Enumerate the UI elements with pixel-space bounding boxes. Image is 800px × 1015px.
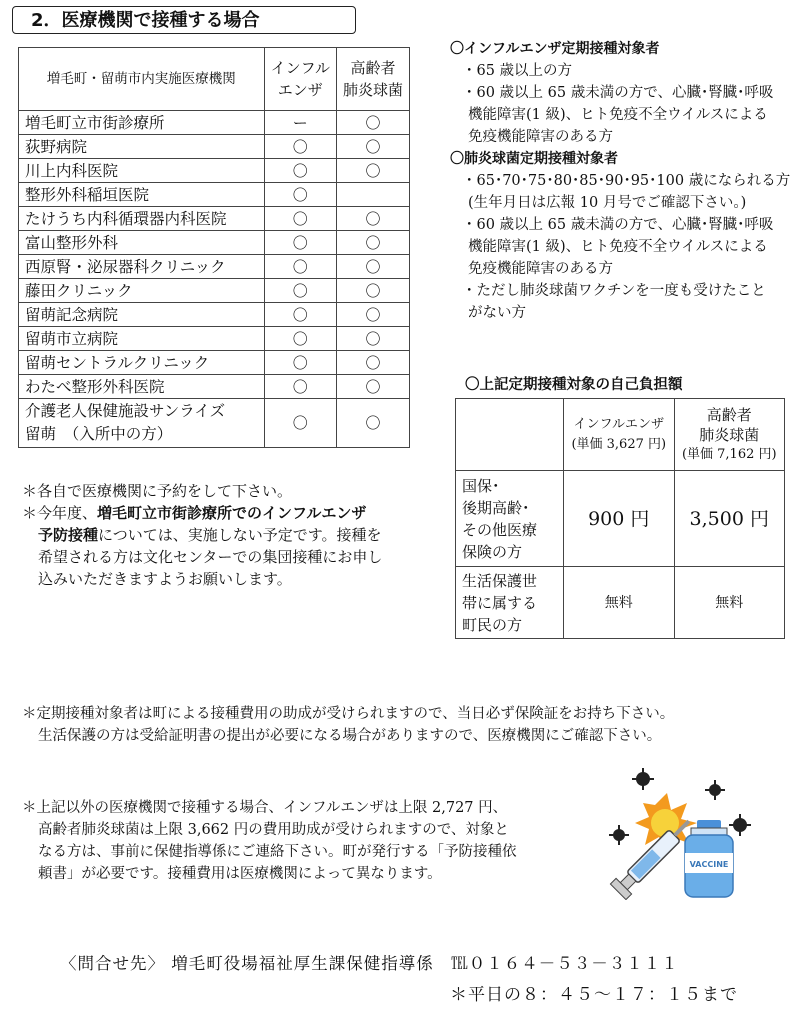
fee-table — [455, 398, 785, 639]
note-bold-text: 予防接種 — [38, 526, 99, 544]
flu-header-line2: エンザ — [277, 81, 323, 99]
table-row — [456, 399, 785, 471]
table-row — [19, 231, 410, 255]
table-row — [19, 159, 410, 183]
flu-mark: ー — [264, 111, 336, 135]
clinic-name: 藤田クリニック — [19, 279, 265, 303]
flu-mark: 〇 — [264, 375, 336, 399]
clinic-name: 整形外科稲垣医院 — [19, 183, 265, 207]
left-notes — [22, 480, 442, 590]
note-line: ＊定期接種対象者は町による接種費用の助成が受けられますので、当日必ず保険証をお持ち下さい。 — [22, 706, 675, 722]
flu-mark: 〇 — [264, 351, 336, 375]
flu-mark: 〇 — [264, 159, 336, 183]
pneumococcal-header — [336, 48, 409, 111]
pneu-mark: 〇 — [336, 231, 409, 255]
flu-mark: 〇 — [264, 279, 336, 303]
section-title: 2．医療機関で接種する場合 — [12, 6, 356, 34]
vaccine-illustration — [605, 765, 765, 900]
table-row — [19, 351, 410, 375]
fee-flu-welfare: 無料 — [564, 567, 675, 639]
pneu-mark: 〇 — [336, 375, 409, 399]
pneu-mark: 〇 — [336, 111, 409, 135]
note-flu-clinic-line1 — [22, 502, 442, 524]
clinic-name-line1: 介護老人保健施設サンライズ — [25, 402, 226, 420]
table-row — [19, 135, 410, 159]
clinic-name: 留萌市立病院 — [19, 327, 265, 351]
table-row — [456, 471, 785, 567]
flu-mark: 〇 — [264, 135, 336, 159]
table-row — [19, 375, 410, 399]
clinic-name: 留萌記念病院 — [19, 303, 265, 327]
flu-target-item-cont: 免疫機能障害のある方 — [468, 129, 613, 145]
fee-pneu-welfare: 無料 — [674, 567, 785, 639]
fee-row-label-line: 国保･ — [462, 476, 500, 495]
fee-row-label-line: 生活保護世 — [462, 571, 538, 590]
clinic-name: 増毛町立市街診療所 — [19, 111, 265, 135]
flu-target-item: ・65 歳以上の方 — [462, 63, 573, 79]
pneu-target-heading: 〇肺炎球菌定期接種対象者 — [450, 151, 618, 167]
fee-row-label-line: 町民の方 — [462, 615, 523, 634]
fee-corner — [456, 399, 564, 471]
table-row — [19, 279, 410, 303]
pneu-header-line2: 肺炎球菌 — [342, 81, 403, 99]
clinic-name: わたべ整形外科医院 — [19, 375, 265, 399]
flu-target-heading: 〇インフルエンザ定期接種対象者 — [450, 41, 660, 57]
fee-pneu-unit-price: (単価 7,162 円) — [681, 446, 777, 462]
target-info — [450, 38, 795, 324]
fee-pneu-header — [674, 399, 785, 471]
flu-mark: 〇 — [264, 207, 336, 231]
pneu-target-item-cont: 免疫機能障害のある方 — [468, 261, 613, 277]
note-text: ＊今年度、 — [22, 504, 98, 522]
note-bold-text: 増毛町立市街診療所でのインフルエンザ — [97, 504, 367, 522]
vaccine-label: VACCINE — [689, 860, 729, 869]
fee-pneu-label-1: 高齢者 — [706, 405, 752, 424]
note-flu-clinic-line4: 込みいただきますようお願いします。 — [38, 570, 292, 588]
note-reservation: ＊各自で医療機関に予約をして下さい。 — [22, 482, 293, 500]
fee-row-label — [456, 567, 564, 639]
pneu-target-item-cont: 機能障害(1 級)、ヒト免疫不全ウイルスによる — [468, 239, 768, 255]
clinic-name: 川上内科医院 — [19, 159, 265, 183]
table-row — [19, 399, 410, 448]
fee-row-label — [456, 471, 564, 567]
clinic-name: 富山整形外科 — [19, 231, 265, 255]
table-row — [19, 111, 410, 135]
note-flu-clinic-line3: 希望される方は文化センターでの集団接種にお申し — [38, 548, 383, 566]
note-other-clinics — [22, 797, 607, 885]
pneu-mark — [336, 183, 409, 207]
note-line: ＊上記以外の医療機関で接種する場合、インフルエンザは上限 2,727 円、 — [22, 800, 508, 816]
office-hours: ＊平日の８：４５～１７：１５まで — [450, 985, 738, 1005]
note-insurance — [22, 703, 792, 747]
flu-target-item-cont: 機能障害(1 級)、ヒト免疫不全ウイルスによる — [468, 107, 768, 123]
table-row — [456, 567, 785, 639]
pneu-mark: 〇 — [336, 327, 409, 351]
note-text: については、実施しない予定です。接種を — [98, 526, 382, 544]
flu-header-line1: インフル — [270, 59, 330, 77]
clinic-table — [18, 47, 410, 448]
clinic-name: 西原腎・泌尿器科クリニック — [19, 255, 265, 279]
fee-pneu-insured: 3,500 円 — [674, 471, 785, 567]
pneu-mark: 〇 — [336, 303, 409, 327]
pneu-mark: 〇 — [336, 351, 409, 375]
table-row — [19, 183, 410, 207]
note-line: なる方は、事前に保健指導係にご連絡下さい。町が発行する「予防接種依 — [38, 844, 517, 860]
fee-row-label-line: 帯に属する — [462, 593, 538, 612]
pneu-target-item: ・ただし肺炎球菌ワクチンを一度も受けたこと — [462, 283, 766, 299]
note-flu-clinic-line2 — [22, 524, 442, 546]
pneu-mark: 〇 — [336, 207, 409, 231]
clinic-name-line2: 留萌 （入所中の方） — [25, 425, 173, 443]
table-row — [19, 255, 410, 279]
flu-target-item: ・60 歳以上 65 歳未満の方で、心臓･腎臓･呼吸 — [462, 85, 774, 101]
clinic-name — [19, 399, 265, 448]
pneu-mark: 〇 — [336, 135, 409, 159]
pneu-target-item-cont: (生年月日は広報 10 月号でご確認下さい。) — [468, 195, 747, 211]
fee-row-label-line: 後期高齢･ — [462, 498, 530, 517]
contact-info: 〈問合せ先〉 増毛町役場福祉厚生課保健指導係 ℡０１６４－５３－３１１１ — [60, 954, 679, 973]
flu-header — [264, 48, 336, 111]
pneu-target-item: ・60 歳以上 65 歳未満の方で、心臓･腎臓･呼吸 — [462, 217, 774, 233]
flu-mark: 〇 — [264, 399, 336, 448]
flu-mark: 〇 — [264, 231, 336, 255]
fee-pneu-label-2: 肺炎球菌 — [699, 425, 760, 444]
pneu-target-item: ・65･70･75･80･85･90･95･100 歳になられる方 — [462, 173, 791, 189]
pneu-mark: 〇 — [336, 399, 409, 448]
note-line: 高齢者肺炎球菌は上限 3,662 円の費用助成が受けられますので、対象と — [38, 822, 509, 838]
flu-mark: 〇 — [264, 303, 336, 327]
pneu-mark: 〇 — [336, 255, 409, 279]
fee-flu-label: インフルエンザ — [573, 416, 664, 432]
clinic-name: 荻野病院 — [19, 135, 265, 159]
clinic-name: たけうち内科循環器内科医院 — [19, 207, 265, 231]
pneu-mark: 〇 — [336, 159, 409, 183]
flu-mark: 〇 — [264, 183, 336, 207]
clinic-name-header: 増毛町・留萌市内実施医療機関 — [19, 48, 265, 111]
flu-mark: 〇 — [264, 327, 336, 351]
pneu-mark: 〇 — [336, 279, 409, 303]
fee-flu-header — [564, 399, 675, 471]
flu-mark: 〇 — [264, 255, 336, 279]
table-row — [19, 303, 410, 327]
note-line: 生活保護の方は受給証明書の提出が必要になる場合がありますので、医療機関にご確認下さい。 — [38, 728, 662, 744]
pneu-target-item-cont: がない方 — [468, 305, 526, 321]
note-line: 頼書」が必要です。接種費用は医療機関によって異なります。 — [38, 866, 442, 882]
vaccine-vial-icon — [685, 820, 733, 897]
fee-flu-insured: 900 円 — [564, 471, 675, 567]
fee-flu-unit-price: (単価 3,627 円) — [571, 436, 667, 452]
clinic-name: 留萌セントラルクリニック — [19, 351, 265, 375]
pneu-header-line1: 高齢者 — [350, 59, 396, 77]
fee-title: 〇上記定期接種対象の自己負担額 — [465, 377, 683, 393]
fee-row-label-line: 保険の方 — [462, 542, 523, 561]
fee-row-label-line: その他医療 — [462, 520, 538, 539]
table-row — [19, 327, 410, 351]
table-row — [19, 207, 410, 231]
